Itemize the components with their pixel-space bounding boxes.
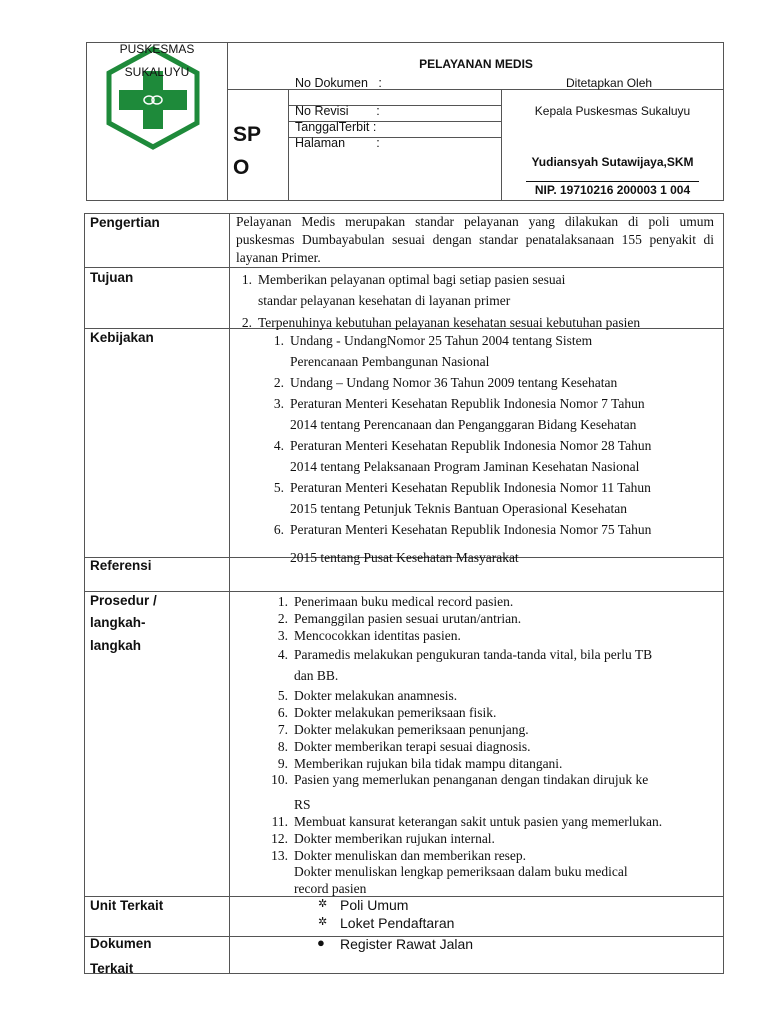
prosedur-label-line1: Prosedur / bbox=[90, 593, 157, 608]
list-item-text: Memberikan pelayanan optimal bagi setiap pasien sesuai bbox=[258, 272, 566, 287]
list-item bbox=[268, 688, 716, 705]
list-item-text: Register Rawat Jalan bbox=[340, 936, 474, 952]
halaman-label: Halaman : bbox=[295, 136, 380, 150]
list-item-text: Membuat kansurat keterangan sakit untuk pasien yang memerlukan. bbox=[294, 813, 663, 829]
spo-label-line2: O bbox=[233, 156, 250, 179]
list-item bbox=[316, 896, 454, 914]
dokumen-terkait-label-line2: Terkait bbox=[90, 961, 134, 976]
list-item bbox=[268, 848, 716, 898]
bullet-dot-icon: ● bbox=[317, 935, 325, 950]
list-item bbox=[264, 477, 720, 519]
spo-label-line1: SP bbox=[233, 123, 262, 146]
list-item-text: 2014 tentang Pelaksanaan Program Jaminan Kesehatan Nasional bbox=[290, 459, 640, 474]
list-item bbox=[316, 914, 454, 932]
list-item-text: Peraturan Menteri Kesehatan Republik Indonesia Nomor 7 Tahun bbox=[290, 396, 645, 411]
list-item bbox=[268, 772, 716, 814]
document-title: PELAYANAN MEDIS bbox=[419, 57, 533, 71]
tujuan-label: Tujuan bbox=[90, 270, 134, 285]
prosedur-label-line3: langkah bbox=[90, 638, 142, 653]
list-item-text: Dokter menuliskan lengkap pemeriksaan dalam buku medical bbox=[294, 864, 628, 880]
referensi-label: Referensi bbox=[90, 558, 152, 573]
list-item bbox=[268, 722, 716, 739]
list-item-number: 5. bbox=[273, 480, 284, 495]
list-item-number: 6. bbox=[273, 522, 284, 537]
list-item-text: Perencanaan Pembangunan Nasional bbox=[290, 354, 490, 369]
list-item-text: Dokter melakukan pemeriksaan penunjang. bbox=[294, 721, 529, 737]
list-item bbox=[268, 611, 716, 628]
list-item bbox=[268, 739, 716, 756]
list-item-number: 8. bbox=[277, 738, 288, 754]
list-item-text: Peraturan Menteri Kesehatan Republik Indonesia Nomor 75 Tahun bbox=[290, 522, 652, 537]
list-item bbox=[264, 519, 720, 568]
ditetapkan-label: Ditetapkan Oleh bbox=[566, 76, 653, 90]
dokumen-terkait-list bbox=[316, 935, 473, 953]
pengertian-label: Pengertian bbox=[90, 215, 160, 230]
list-item bbox=[268, 756, 716, 773]
prosedur-list bbox=[268, 594, 716, 898]
list-item-text: Penerimaan buku medical record pasien. bbox=[294, 594, 514, 609]
list-item bbox=[316, 935, 473, 953]
list-item-text: dan BB. bbox=[294, 668, 339, 684]
list-item-number: 7. bbox=[277, 721, 288, 737]
list-item-number: 2. bbox=[277, 610, 288, 626]
star-bullet-icon: ✲ bbox=[318, 898, 328, 910]
dokumen-terkait-label-line1: Dokumen bbox=[90, 936, 152, 951]
no-revisi-label: No Revisi : bbox=[295, 104, 380, 118]
list-item-number: 2. bbox=[273, 375, 284, 390]
list-item-text: Dokter menuliskan dan memberikan resep. bbox=[294, 847, 527, 863]
list-item-text: Undang – Undang Nomor 36 Tahun 2009 tentang Kesehatan bbox=[290, 375, 618, 390]
unit-terkait-label: Unit Terkait bbox=[90, 898, 164, 913]
list-item-number: 3. bbox=[277, 627, 288, 643]
list-item-text: standar pelayanan kesehatan di layanan primer bbox=[258, 293, 511, 308]
list-item-text: Mencocokkan identitas pasien. bbox=[294, 627, 461, 643]
list-item-number: 9. bbox=[277, 755, 288, 771]
list-item bbox=[268, 814, 716, 831]
list-item-text: Dokter memberikan terapi sesuai diagnosis. bbox=[294, 738, 531, 754]
list-item-text: Dokter memberikan rujukan internal. bbox=[294, 830, 495, 846]
list-item bbox=[232, 269, 722, 312]
list-item-text: Loket Pendaftaran bbox=[340, 915, 455, 931]
list-item-text: Dokter melakukan anamnesis. bbox=[294, 688, 458, 704]
list-item bbox=[268, 831, 716, 848]
list-item-text: 2015 tentang Pusat Kesehatan Masyarakat bbox=[290, 550, 519, 565]
prosedur-label-line2: langkah- bbox=[90, 615, 146, 630]
tanggal-terbit-label: TanggalTerbit : bbox=[295, 120, 377, 134]
org-name-line1: PUSKESMAS bbox=[119, 42, 195, 56]
tujuan-list bbox=[232, 269, 722, 333]
star-bullet-icon: ✲ bbox=[318, 916, 328, 928]
no-dokumen-label: No Dokumen : bbox=[295, 76, 382, 90]
list-item bbox=[264, 330, 720, 372]
list-item-number: 3. bbox=[273, 396, 284, 411]
list-item-number: 4. bbox=[273, 438, 284, 453]
puskesmas-logo bbox=[105, 46, 201, 150]
kebijakan-label: Kebijakan bbox=[90, 330, 154, 345]
list-item bbox=[268, 594, 716, 611]
list-item-text: Poli Umum bbox=[340, 897, 409, 913]
list-item-text: RS bbox=[294, 797, 311, 813]
list-item-text: Peraturan Menteri Kesehatan Republik Indonesia Nomor 28 Tahun bbox=[290, 438, 652, 453]
list-item bbox=[264, 393, 720, 435]
list-item-text: 2014 tentang Perencanaan dan Penganggaran Bidang Kesehatan bbox=[290, 417, 637, 432]
list-item-number: 13. bbox=[271, 847, 288, 863]
list-item-text: Pemanggilan pasien sesuai urutan/antrian. bbox=[294, 610, 522, 626]
list-item-number: 1. bbox=[241, 272, 252, 287]
org-name-line2: SUKALUYU bbox=[124, 65, 190, 79]
pengertian-text: Pelayanan Medis merupakan standar pelayanan yang dilakukan di poli umum puskesmas Dumbayabulan sesuai dengan standar penatalaksanaan 155 penyakit di layanan Primer. bbox=[236, 214, 714, 265]
list-item-number: 4. bbox=[277, 647, 288, 663]
list-item-number: 2. bbox=[241, 315, 252, 330]
list-item-text: Terpenuhinya kebutuhan pelayanan kesehatan sesuai kebutuhan pasien bbox=[258, 315, 641, 330]
list-item-text: Memberikan rujukan bila tidak mampu ditangani. bbox=[294, 755, 563, 771]
list-item bbox=[268, 628, 716, 645]
list-item-number: 5. bbox=[277, 688, 288, 704]
kebijakan-list bbox=[264, 330, 720, 568]
list-item-number: 11. bbox=[271, 813, 288, 829]
list-item bbox=[268, 644, 716, 686]
list-item bbox=[268, 705, 716, 722]
list-item-number: 1. bbox=[277, 594, 288, 609]
unit-terkait-list bbox=[316, 896, 454, 932]
list-item-text: Undang - UndangNomor 25 Tahun 2004 tentang Sistem bbox=[290, 333, 593, 348]
list-item-text: Paramedis melakukan pengukuran tanda-tanda vital, bila perlu TB bbox=[294, 647, 653, 663]
list-item bbox=[264, 435, 720, 477]
signer-nip: NIP. 19710216 200003 1 004 bbox=[534, 183, 691, 197]
list-item-text: Dokter melakukan pemeriksaan fisik. bbox=[294, 705, 497, 721]
signature-line bbox=[526, 181, 699, 182]
list-item-text: 2015 tentang Petunjuk Teknis Bantuan Operasional Kesehatan bbox=[290, 501, 627, 516]
list-item bbox=[264, 372, 720, 393]
list-item-number: 1. bbox=[273, 333, 284, 348]
signer-name: Yudiansyah Sutawijaya,SKM bbox=[531, 155, 694, 169]
list-item-number: 12. bbox=[271, 830, 288, 846]
list-item-number: 10. bbox=[271, 772, 288, 788]
list-item-text: Pasien yang memerlukan penanganan dengan tindakan dirujuk ke bbox=[294, 772, 649, 788]
list-item-text: Peraturan Menteri Kesehatan Republik Indonesia Nomor 11 Tahun bbox=[290, 480, 651, 495]
list-item-number: 6. bbox=[277, 705, 288, 721]
kepala-label: Kepala Puskesmas Sukaluyu bbox=[534, 104, 691, 118]
list-item-text: record pasien bbox=[294, 881, 367, 897]
